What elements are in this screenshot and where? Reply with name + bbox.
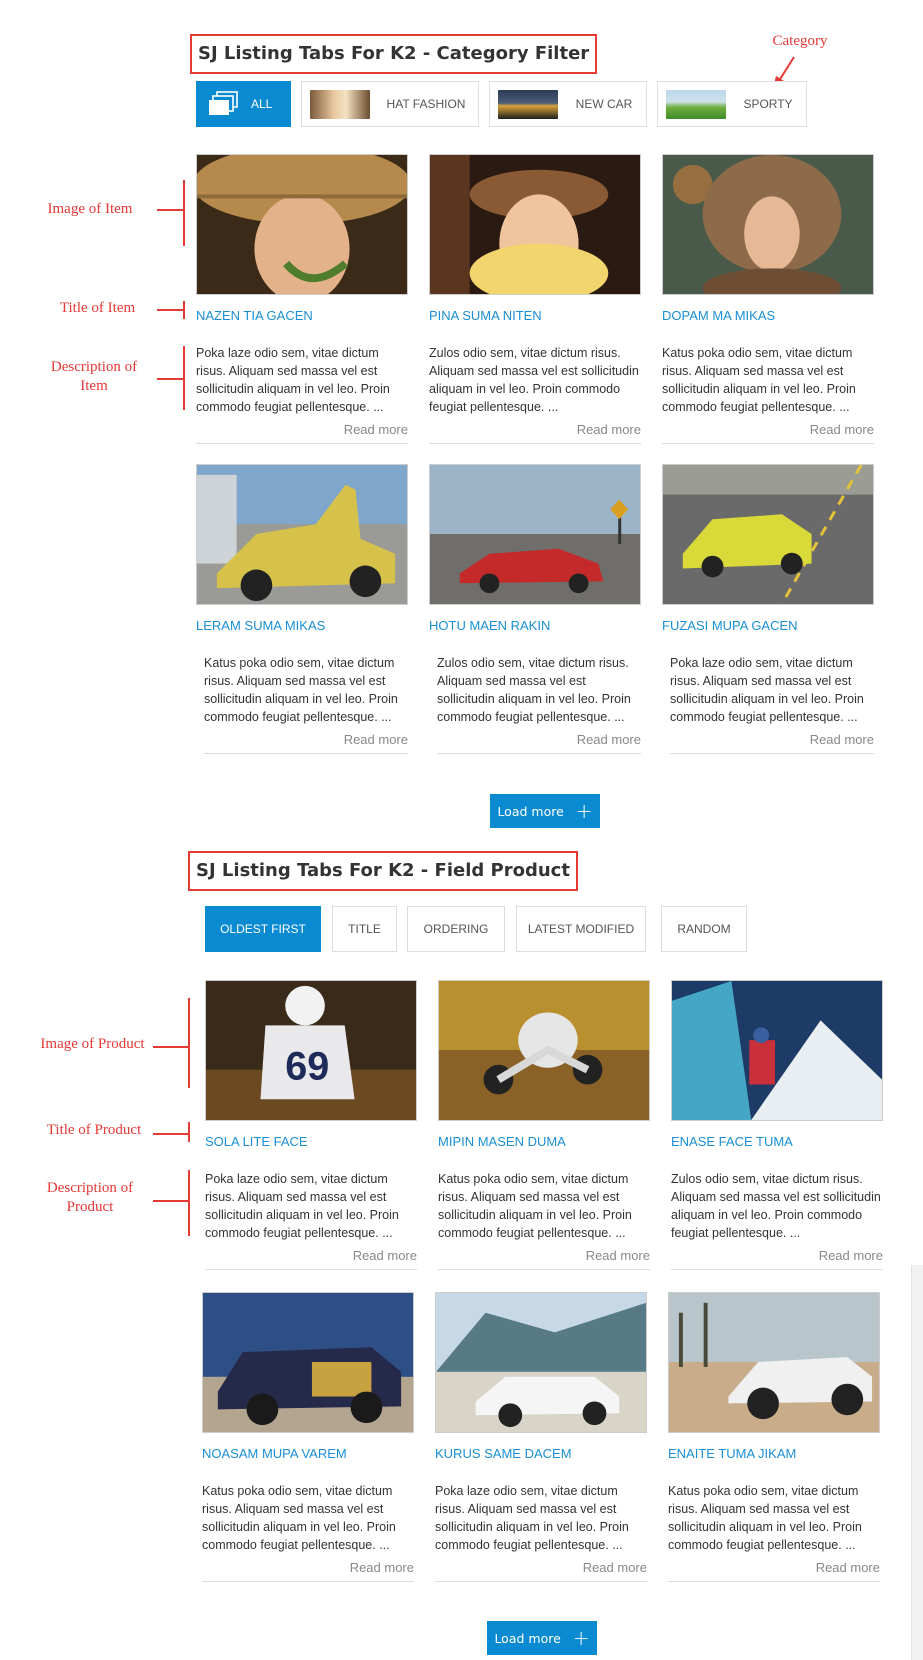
item-image[interactable] (196, 464, 408, 605)
list-item (671, 980, 883, 1270)
item-title[interactable]: DOPAM MA MIKAS (662, 308, 776, 323)
annotation-description-line1: Description of (46, 1180, 134, 1196)
annotation-description-line1: Description of (50, 359, 138, 375)
list-item (438, 980, 650, 1270)
item-image[interactable] (202, 1292, 414, 1433)
item-image[interactable] (438, 980, 650, 1121)
tab-ordering[interactable]: ORDERING (407, 906, 505, 952)
load-more-button[interactable] (490, 794, 600, 828)
item-title[interactable]: KURUS SAME DACEM (435, 1446, 572, 1461)
list-item (662, 464, 874, 754)
annotation-image-of-item: Image of Item (47, 201, 133, 217)
item-title[interactable]: SOLA LITE FACE (205, 1134, 308, 1149)
item-image[interactable] (205, 980, 417, 1121)
section2-heading: SJ Listing Tabs For K2 - Field Product (188, 851, 578, 891)
item-description: Zulos odio sem, vitae dictum risus. Aliquam sed massa vel est sollicitudin aliquam in vel leo. Proin commodo feugiat pellentesque. ... (429, 346, 639, 414)
item-image[interactable] (435, 1292, 647, 1433)
read-more-link[interactable]: Read more (670, 732, 874, 754)
list-item (196, 154, 408, 444)
annotation-image-of-product: Image of Product (40, 1036, 145, 1052)
read-more-link[interactable]: Read more (438, 1248, 650, 1270)
item-description: Katus poka odio sem, vitae dictum risus. Aliquam sed massa vel est sollicitudin aliquam in vel leo. Proin commodo feugiat pellentesque. ... (662, 346, 856, 414)
list-item (196, 464, 408, 754)
item-title[interactable]: NOASAM MUPA VAREM (202, 1446, 347, 1461)
load-more-button[interactable] (487, 1621, 597, 1655)
plus-icon: + (575, 799, 593, 823)
annotation-title-of-product: Title of Product (46, 1122, 142, 1138)
item-title[interactable]: HOTU MAEN RAKIN (429, 618, 551, 633)
tab-new-car-label: NEW CAR (575, 97, 633, 111)
list-item (429, 464, 641, 754)
annotation-description-line2: Item (80, 378, 108, 394)
read-more-link[interactable]: Read more (435, 1560, 647, 1582)
stacked-images-icon (207, 91, 239, 117)
item-description: Katus poka odio sem, vitae dictum risus. Aliquam sed massa vel est sollicitudin aliquam in vel leo. Proin commodo feugiat pellentesque. ... (202, 1484, 396, 1552)
item-description: Katus poka odio sem, vitae dictum risus. Aliquam sed massa vel est sollicitudin aliquam in vel leo. Proin commodo feugiat pellentesque. ... (204, 656, 398, 724)
tab-all[interactable] (196, 81, 291, 127)
item-image[interactable] (662, 464, 874, 605)
tab-hat-fashion[interactable] (301, 81, 479, 127)
item-title[interactable]: ENAITE TUMA JIKAM (668, 1446, 797, 1461)
item-description: Katus poka odio sem, vitae dictum risus. Aliquam sed massa vel est sollicitudin aliquam in vel leo. Proin commodo feugiat pellentesque. ... (438, 1172, 632, 1240)
read-more-link[interactable]: Read more (204, 732, 408, 754)
svg-text:69: 69 (285, 1044, 330, 1089)
item-title[interactable]: PINA SUMA NITEN (429, 308, 542, 323)
plus-icon: + (572, 1626, 590, 1650)
annotation-title-of-item: Title of Item (59, 300, 136, 316)
tab-all-label: ALL (251, 97, 273, 111)
annotation-category: Category (772, 33, 828, 49)
annotation-description-of-product (35, 1179, 145, 1217)
read-more-link[interactable]: Read more (437, 732, 641, 754)
tab-oldest-first[interactable]: OLDEST FIRST (205, 906, 321, 952)
item-image[interactable] (671, 980, 883, 1121)
tab-hat-fashion-label: HAT FASHION (386, 97, 466, 111)
item-title[interactable]: MIPIN MASEN DUMA (438, 1134, 566, 1149)
item-title[interactable]: NAZEN TIA GACEN (196, 308, 313, 323)
item-image[interactable] (668, 1292, 880, 1433)
load-more-label: Load more (497, 803, 564, 819)
tab-title[interactable]: TITLE (332, 906, 397, 952)
section1-heading: SJ Listing Tabs For K2 - Category Filter (190, 34, 597, 74)
item-image[interactable] (429, 464, 641, 605)
tab-new-car[interactable] (489, 81, 647, 127)
read-more-link[interactable]: Read more (196, 422, 408, 444)
item-image[interactable] (662, 154, 874, 295)
annotation-description-line2: Product (66, 1199, 114, 1215)
list-item (202, 1292, 414, 1582)
read-more-link[interactable]: Read more (662, 422, 874, 444)
tab-sporty-label: SPORTY (743, 97, 793, 111)
item-description: Katus poka odio sem, vitae dictum risus. Aliquam sed massa vel est sollicitudin aliquam in vel leo. Proin commodo feugiat pellentesque. ... (668, 1484, 862, 1552)
list-item (662, 154, 874, 444)
annotation-description-of-item (40, 358, 148, 396)
tab-random[interactable]: RANDOM (661, 906, 747, 952)
list-item (435, 1292, 647, 1582)
item-title[interactable]: ENASE FACE TUMA (671, 1134, 793, 1149)
load-more-label: Load more (494, 1630, 561, 1646)
item-description: Poka laze odio sem, vitae dictum risus. Aliquam sed massa vel est sollicitudin aliquam in vel leo. Proin commodo feugiat pellentesque. ... (670, 656, 864, 724)
list-item (668, 1292, 880, 1582)
list-item (205, 980, 417, 1270)
item-description: Poka laze odio sem, vitae dictum risus. Aliquam sed massa vel est sollicitudin aliquam in vel leo. Proin commodo feugiat pellentesque. ... (196, 346, 390, 414)
scrollbar-track[interactable] (911, 1265, 923, 1660)
new-car-thumbnail (498, 90, 558, 119)
item-description: Zulos odio sem, vitae dictum risus. Aliquam sed massa vel est sollicitudin aliquam in vel leo. Proin commodo feugiat pellentesque. ... (671, 1172, 881, 1240)
hat-fashion-thumbnail (310, 90, 370, 119)
read-more-link[interactable]: Read more (668, 1560, 880, 1582)
item-description: Poka laze odio sem, vitae dictum risus. Aliquam sed massa vel est sollicitudin aliquam in vel leo. Proin commodo feugiat pellentesque. ... (435, 1484, 629, 1552)
item-image[interactable] (196, 154, 408, 295)
read-more-link[interactable]: Read more (429, 422, 641, 444)
item-image[interactable] (429, 154, 641, 295)
tab-sporty[interactable] (657, 81, 807, 127)
item-title[interactable]: FUZASI MUPA GACEN (662, 618, 798, 633)
item-description: Poka laze odio sem, vitae dictum risus. Aliquam sed massa vel est sollicitudin aliquam in vel leo. Proin commodo feugiat pellentesque. ... (205, 1172, 399, 1240)
sporty-thumbnail (666, 90, 726, 119)
read-more-link[interactable]: Read more (671, 1248, 883, 1270)
list-item (429, 154, 641, 444)
read-more-link[interactable]: Read more (205, 1248, 417, 1270)
tab-latest-modified[interactable]: LATEST MODIFIED (516, 906, 646, 952)
item-description: Zulos odio sem, vitae dictum risus. Aliquam sed massa vel est sollicitudin aliquam in vel leo. Proin commodo feugiat pellentesque. ... (437, 656, 631, 724)
item-title[interactable]: LERAM SUMA MIKAS (196, 618, 326, 633)
read-more-link[interactable]: Read more (202, 1560, 414, 1582)
